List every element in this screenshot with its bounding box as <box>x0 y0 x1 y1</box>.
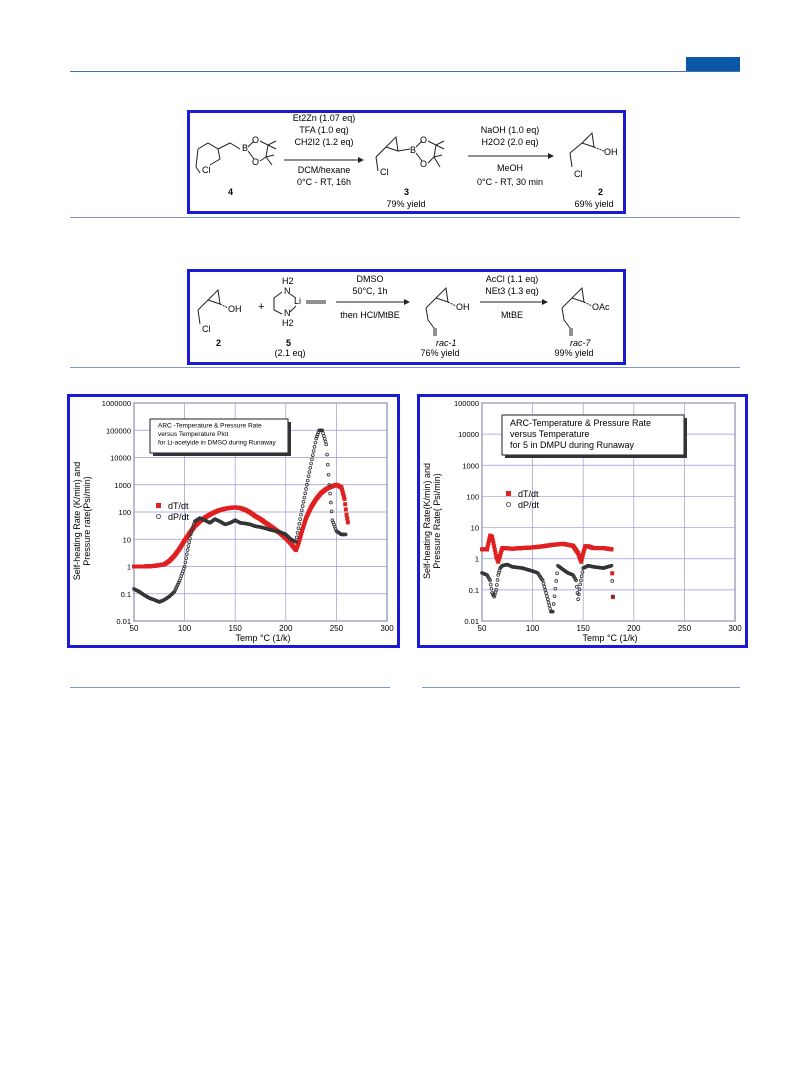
yield-1: 76% yield <box>420 348 460 358</box>
chart-2-point-dTdt <box>610 571 614 575</box>
chart-1-title-line: ARC -Temperature & Pressure Rate <box>158 422 262 430</box>
chart-2-ytick-label: 10000 <box>458 430 479 440</box>
compound-3-b: B <box>410 145 417 155</box>
chart-1-point-dTdt <box>343 502 347 506</box>
compound-4-o1: O <box>252 135 260 145</box>
chart-1-ytick-label: 0.01 <box>116 617 131 626</box>
s2-cond-b-below-0: MtBE <box>500 310 524 320</box>
chart-2-title-shadow <box>684 418 687 458</box>
chart-2-ytick-label: 100000 <box>453 399 479 408</box>
chart-1-title-line: for Li-acetyide in DMSO during Runaway <box>158 439 276 447</box>
chart-1-xtick-label: 300 <box>380 624 394 633</box>
chart-1-ylabel-line-1: Self-heating Rate (K/min) and <box>72 461 82 581</box>
chart-1-ytick-label: 1000000 <box>101 399 131 408</box>
scheme-2-drawing <box>190 272 623 362</box>
chart-1-xtick-label: 150 <box>228 624 242 633</box>
chart-1-xtick-label: 50 <box>129 624 139 633</box>
chart-2-title-line: for 5 in DMPU during Runaway <box>510 440 635 450</box>
yield-2: 69% yield <box>574 199 614 209</box>
chart-2-ytick-label: 0.01 <box>464 617 479 626</box>
compound-4-b: B <box>242 143 249 153</box>
rule-3-right <box>422 687 740 688</box>
chart-2-xtick-label: 250 <box>677 624 692 633</box>
chart-1-legend-label: dT/dt <box>168 501 189 511</box>
chart-2-ytick-label: 10 <box>470 523 479 533</box>
scheme-1-drawing <box>190 113 623 211</box>
s1-cond-a-below-1: 0°C - RT, 16h <box>297 177 351 187</box>
chart-2-ytick-label: 1 <box>474 554 479 564</box>
rac-7-structure <box>562 288 592 336</box>
chart-1-legend-label: dP/dt <box>168 512 190 522</box>
chart-1-xtick-label: 100 <box>177 624 192 633</box>
s2-compound-2-oh: OH <box>228 304 242 314</box>
rule-3-left <box>70 687 390 688</box>
scheme-2 <box>187 269 626 365</box>
chart-1-ytick-label: 10 <box>122 535 131 545</box>
chart-2-xtick-label: 300 <box>728 624 742 633</box>
chart-1-point-dTdt <box>345 517 349 521</box>
chart-2-plot <box>420 397 745 645</box>
plus-sign: + <box>258 301 265 313</box>
s2-compound-label-2: 2 <box>216 338 222 348</box>
s1-cond-a-below-0: DCM/hexane <box>297 165 351 175</box>
compound-label-3: 3 <box>404 187 410 197</box>
chart-1-title-line: versus Temperature Plot <box>158 431 229 438</box>
s2-cond-b-0: AcCl (1.1 eq) <box>485 274 539 284</box>
chart-2-ytick-label: 100 <box>466 492 479 502</box>
s1-cond-a-0: Et2Zn (1.07 eq) <box>292 113 356 123</box>
chart-1-plot <box>70 397 397 645</box>
s1-cond-a-1: TFA (1.0 eq) <box>299 125 349 135</box>
s1-cond-b-below-1: 0°C - RT, 30 min <box>477 177 543 187</box>
s2-compound-2-cl: Cl <box>202 324 211 334</box>
compound-2-oh: OH <box>604 147 618 157</box>
s2-compound-5-n-bottom: N <box>284 308 291 318</box>
compound-3-o1: O <box>420 135 428 145</box>
chart-1-point-dTdt <box>345 513 349 517</box>
chart-1-ytick-label: 100000 <box>105 426 131 436</box>
s2-cond-b-1: NEt3 (1.3 eq) <box>485 286 539 296</box>
s2-compound-5-n-top: N <box>284 286 291 296</box>
rac-1-oh: OH <box>456 302 470 312</box>
s2-compound-label-5: 5 <box>286 338 292 348</box>
s1-cond-a-2: CH2I2 (1.2 eq) <box>294 137 354 147</box>
chart-1 <box>67 394 400 648</box>
s2-cond-a-below-0: then HCl/MtBE <box>340 310 400 320</box>
reaction-arrow-1-head <box>358 157 364 163</box>
rule-2 <box>70 367 740 368</box>
compound-2-cl: Cl <box>574 169 583 179</box>
compound-4-o2: O <box>252 157 260 167</box>
chart-2-xtick-label: 100 <box>525 624 540 633</box>
s2-cond-a-0: DMSO <box>356 274 384 284</box>
rule-1 <box>70 217 740 218</box>
chart-1-xtick-label: 250 <box>329 624 344 633</box>
chart-1-point-dTdt <box>342 497 346 501</box>
chart-2-ylabel-line-1: Self-heating Rate(K/min) and <box>422 462 432 580</box>
s2-cond-a-1: 50°C, 1h <box>352 286 388 296</box>
chart-2-legend-label: dP/dt <box>518 500 540 510</box>
s2-compound-5-h2-bottom: H2 <box>282 318 294 328</box>
chart-2-xtick-label: 150 <box>576 624 590 633</box>
compound-3-cl: Cl <box>380 167 389 177</box>
chart-1-xlabel: Temp °C (1/k) <box>235 633 291 643</box>
chart-1-ytick-label: 1000 <box>114 480 131 490</box>
compound-label-rac-7: rac-7 <box>570 338 591 348</box>
chart-2-title-line: ARC-Temperature & Pressure Rate <box>510 418 652 428</box>
s2-compound-5-li: Li <box>294 296 302 306</box>
chart-1-ytick-label: 0.1 <box>120 589 131 599</box>
chart-2-title-line: versus Temperature <box>510 429 590 439</box>
s1-cond-b-0: NaOH (1.0 eq) <box>480 125 540 135</box>
chart-2-xlabel: Temp °C (1/k) <box>582 633 638 643</box>
chart-1-point-dTdt <box>344 507 348 511</box>
chart-1-xtick-label: 200 <box>279 624 293 633</box>
top-rule <box>70 71 740 72</box>
yield-7: 99% yield <box>554 348 594 358</box>
compound-label-2: 2 <box>598 187 604 197</box>
rac-7-oac: OAc <box>592 302 610 312</box>
equiv-5: (2.1 eq) <box>274 348 306 358</box>
s2-reaction-arrow-1-head <box>404 299 410 305</box>
chart-1-ylabel-line-2: Pressure rate(Psi/min) <box>82 476 92 566</box>
s2-compound-2-structure <box>198 290 228 324</box>
chart-2-ylabel-line-2: Pressure Rate( Psi/min) <box>432 473 442 569</box>
chart-2-legend-marker <box>506 491 511 496</box>
reaction-arrow-2-head <box>548 153 554 159</box>
chart-1-ytick-label: 1 <box>126 562 131 572</box>
rac-1-structure <box>426 288 456 336</box>
s2-reaction-arrow-2-head <box>542 299 548 305</box>
chart-2-xtick-label: 50 <box>477 624 487 633</box>
chart-2-point-dTdt <box>610 547 614 551</box>
chart-1-ytick-label: 10000 <box>110 453 131 463</box>
compound-label-4: 4 <box>228 187 234 197</box>
s2-compound-5-h2-top: H2 <box>282 276 294 286</box>
chart-2-xtick-label: 200 <box>627 624 641 633</box>
yield-3: 79% yield <box>386 199 426 209</box>
s1-cond-b-1: H2O2 (2.0 eq) <box>481 137 539 147</box>
chart-2-ytick-label: 0.1 <box>468 585 479 595</box>
chart-2 <box>417 394 748 648</box>
page-tab <box>686 57 740 71</box>
compound-4-cl: Cl <box>202 165 211 175</box>
compound-label-rac-1: rac-1 <box>436 338 457 348</box>
chart-2-legend-label: dT/dt <box>518 489 539 499</box>
chart-2-ytick-label: 1000 <box>462 461 479 471</box>
chart-1-point-dTdt <box>346 520 350 524</box>
chart-1-title-shadow <box>288 422 291 456</box>
chart-2-title-shadow <box>505 455 687 458</box>
chart-1-ytick-label: 100 <box>118 508 131 517</box>
compound-2-structure <box>570 133 604 167</box>
scheme-1 <box>187 110 626 214</box>
chart-1-title-shadow <box>153 453 291 456</box>
chart-1-legend-marker <box>156 503 161 508</box>
s1-cond-b-below-0: MeOH <box>496 163 524 173</box>
compound-3-o2: O <box>420 159 428 169</box>
